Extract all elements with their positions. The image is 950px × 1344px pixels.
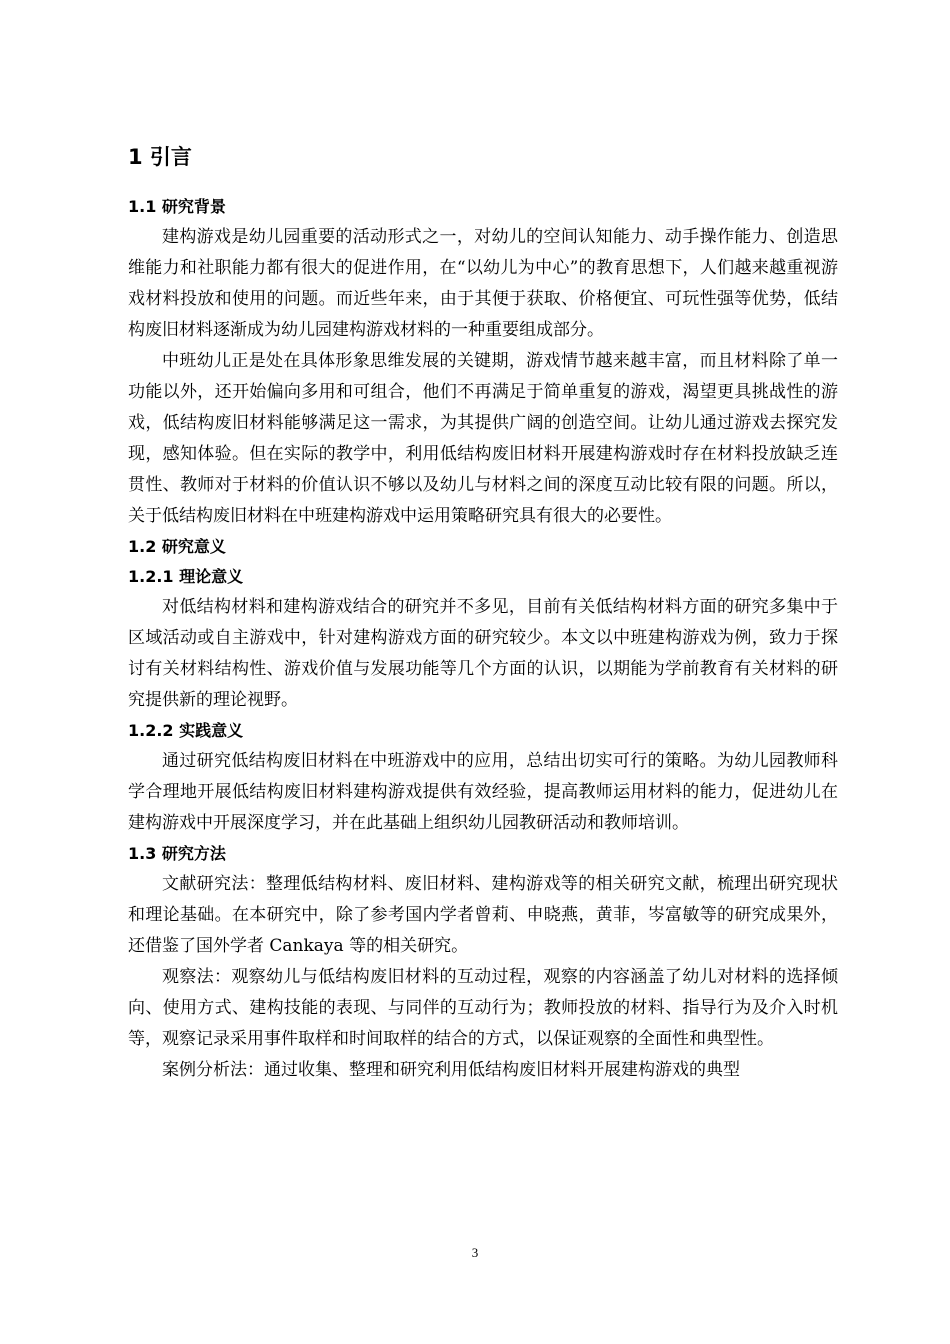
paragraph-theoretical-significance: 对低结构材料和建构游戏结合的研究并不多见，目前有关低结构材料方面的研究多集中于区域活动或自主游戏中，针对建构游戏方面的研究较少。本文以中班建构游戏为例，致力于探讨有关材料结构性、游戏价值与发展功能等几个方面的认识，以期能为学前教育有关材料的研究提供新的理论视野。 <box>128 597 838 710</box>
paragraph-background-1: 建构游戏是幼儿园重要的活动形式之一，对幼儿的空间认知能力、动手操作能力、创造思维能力和社职能力都有很大的促进作用，在“以幼儿为中心”的教育思想下，人们越来越重视游戏材料投放和使用的问题。而近些年来，由于其便于获取、价格便宜、可玩性强等优势，低结构废旧材料逐渐成为幼儿园建构游戏材料的一种重要组成部分。 <box>128 227 838 340</box>
chapter-heading: 1 引言 <box>128 145 192 169</box>
paragraph-background-2: 中班幼儿正是处在具体形象思维发展的关键期，游戏情节越来越丰富，而且材料除了单一功能以外，还开始偏向多用和可组合，他们不再满足于简单重复的游戏，渴望更具挑战性的游戏，低结构废旧材料能够满足这一需求，为其提供广阔的创造空间。让幼儿通过游戏去探究发现，感知体验。但在实际的教学中，利用低结构废旧材料开展建构游戏时存在材料投放缺乏连贯性、教师对于材料的价值认识不够以及幼儿与材料之间的深度互动比较有限的问题。所以，关于低结构废旧材料在中班建构游戏中运用策略研究具有很大的必要性。 <box>128 351 838 526</box>
paragraph-observation-method: 观察法：观察幼儿与低结构废旧材料的互动过程，观察的内容涵盖了幼儿对材料的选择倾向、使用方式、建构技能的表现、与同伴的互动行为；教师投放的材料、指导行为及介入时机等，观察记录采用事件取样和时间取样的结合的方式，以保证观察的全面性和典型性。 <box>128 967 838 1049</box>
section-heading-1-3: 1.3 研究方法 <box>128 844 226 863</box>
subsection-heading-1-2-2: 1.2.2 实践意义 <box>128 721 244 740</box>
section-heading-1-1: 1.1 研究背景 <box>128 197 226 216</box>
paragraph-case-analysis-method: 案例分析法：通过收集、整理和研究利用低结构废旧材料开展建构游戏的典型 <box>162 1060 740 1080</box>
paragraph-literature-method: 文献研究法：整理低结构材料、废旧材料、建构游戏等的相关研究文献，梳理出研究现状和理论基础。在本研究中，除了参考国内学者曾莉、申晓燕，黄菲，岑富敏等的研究成果外，还借鉴了国外学者 Cankaya 等的相关研究。 <box>128 874 838 956</box>
subsection-heading-1-2-1: 1.2.1 理论意义 <box>128 567 244 586</box>
page-number: 3 <box>471 1245 479 1260</box>
paragraph-practical-significance: 通过研究低结构废旧材料在中班游戏中的应用，总结出切实可行的策略。为幼儿园教师科学合理地开展低结构废旧材料建构游戏提供有效经验，提高教师运用材料的能力，促进幼儿在建构游戏中开展深度学习，并在此基础上组织幼儿园教研活动和教师培训。 <box>128 751 838 833</box>
page-content <box>128 140 838 1086</box>
section-heading-1-2: 1.2 研究意义 <box>128 537 226 556</box>
